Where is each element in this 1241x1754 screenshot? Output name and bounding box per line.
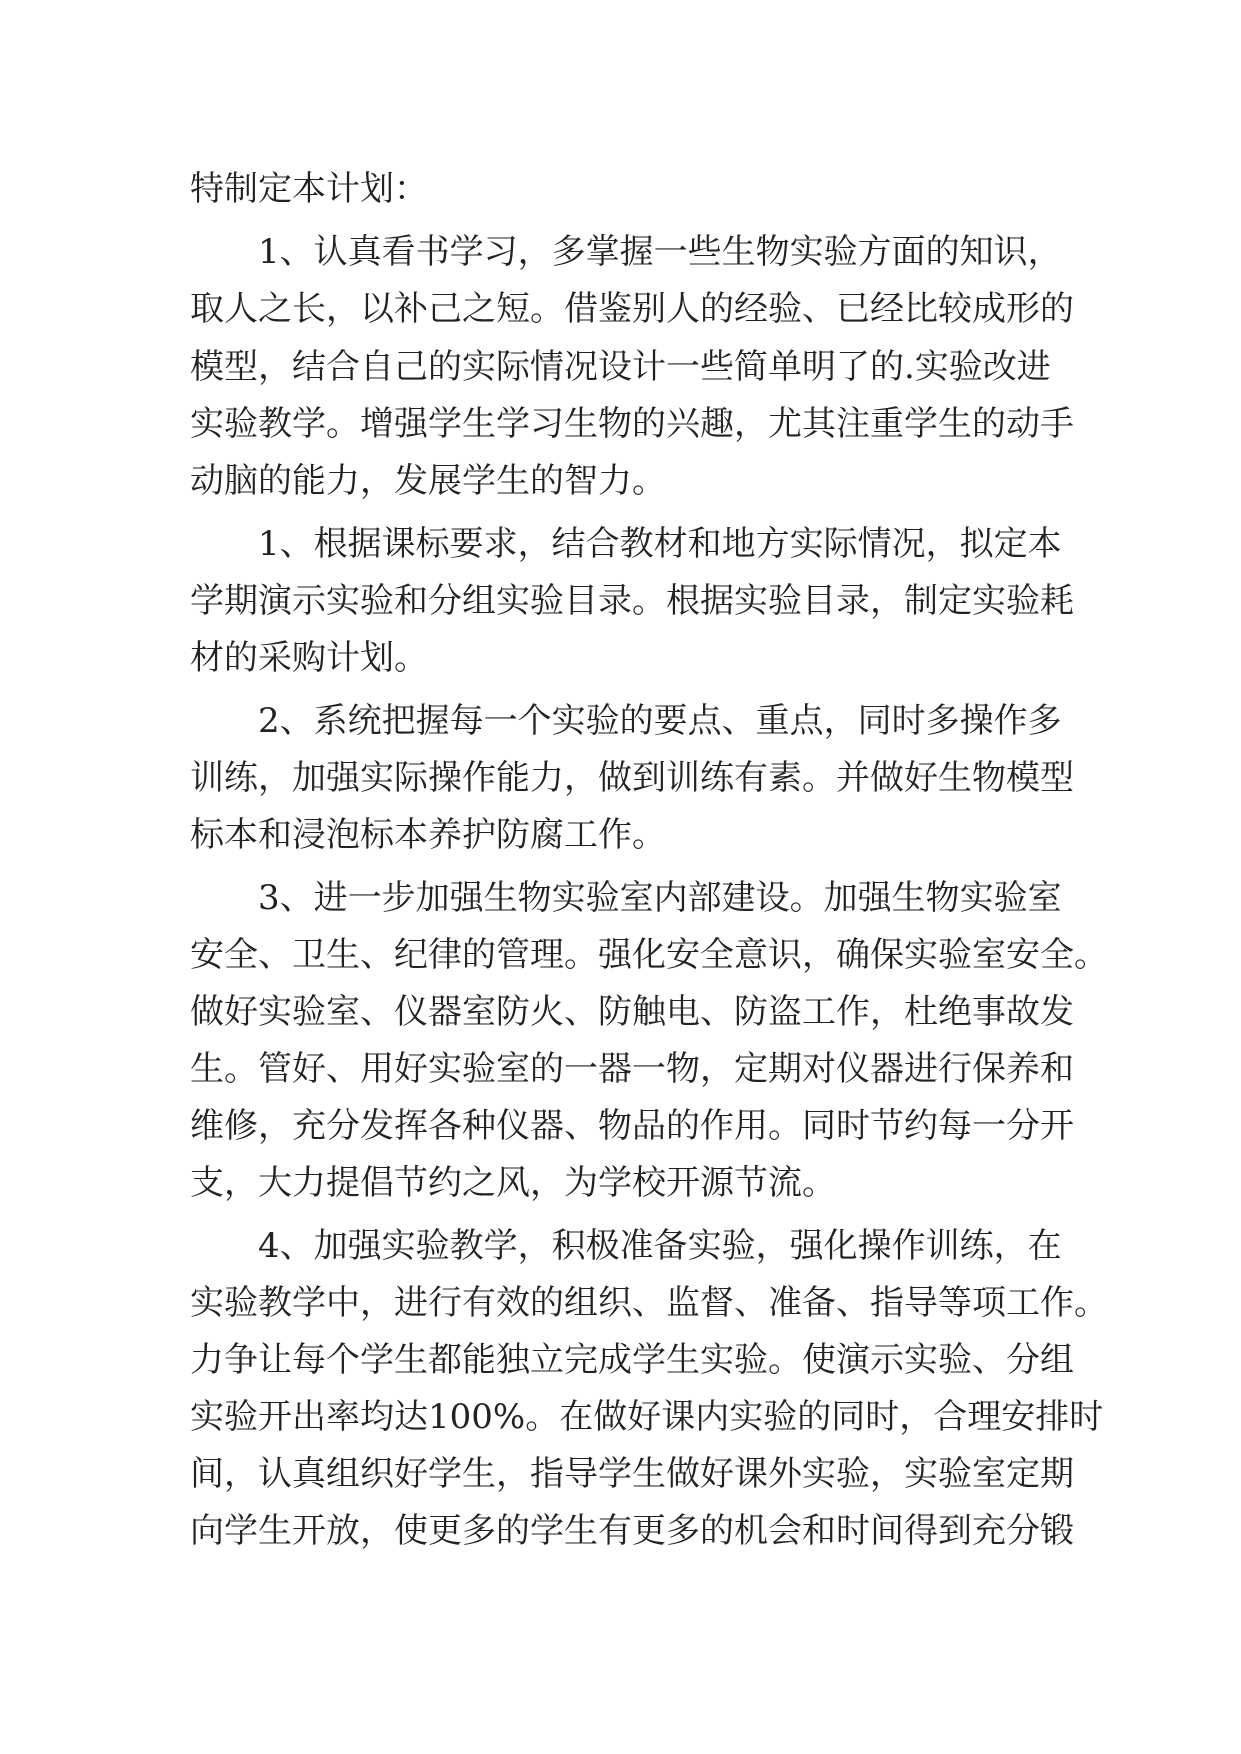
text-line: 实验开出率均达100%。在做好课内实验的同时，合理安排时 xyxy=(190,1397,1104,1437)
text-line: 3、进一步加强生物实验室内部建设。加强生物实验室 xyxy=(258,878,1062,918)
text-line: 训练，加强实际操作能力，做到训练有素。并做好生物模型 xyxy=(190,758,1074,798)
text-line: 安全、卫生、纪律的管理。强化安全意识，确保实验室安全。 xyxy=(190,935,1108,975)
text-line: 1、根据课标要求，结合教材和地方实际情况，拟定本 xyxy=(258,524,1062,564)
text-line: 学期演示实验和分组实验目录。根据实验目录，制定实验耗 xyxy=(190,581,1074,621)
text-line: 材的采购计划。 xyxy=(190,638,428,678)
text-line: 取人之长，以补己之短。借鉴别人的经验、已经比较成形的 xyxy=(190,289,1074,329)
text-line: 实验教学中，进行有效的组织、监督、准备、指导等项工作。 xyxy=(190,1283,1108,1323)
text-line: 4、加强实验教学，积极准备实验，强化操作训练，在 xyxy=(258,1226,1062,1266)
text-line: 模型，结合自己的实际情况设计一些简单明了的.实验改进 xyxy=(190,347,1051,387)
text-line: 生。管好、用好实验室的一器一物，定期对仪器进行保养和 xyxy=(190,1049,1074,1089)
text-line: 维修，充分发挥各种仪器、物品的作用。同时节约每一分开 xyxy=(190,1106,1074,1146)
text-line: 间，认真组织好学生，指导学生做好课外实验，实验室定期 xyxy=(190,1454,1074,1494)
text-line: 做好实验室、仪器室防火、防触电、防盗工作，杜绝事故发 xyxy=(190,992,1074,1032)
text-line: 向学生开放，使更多的学生有更多的机会和时间得到充分锻 xyxy=(190,1511,1074,1551)
text-line: 1、认真看书学习，多掌握一些生物实验方面的知识， xyxy=(258,232,1062,272)
text-line: 2、系统把握每一个实验的要点、重点，同时多操作多 xyxy=(258,701,1062,741)
text-line: 标本和浸泡标本养护防腐工作。 xyxy=(190,815,666,855)
text-line: 动脑的能力，发展学生的智力。 xyxy=(190,461,666,501)
text-line: 实验教学。增强学生学习生物的兴趣，尤其注重学生的动手 xyxy=(190,404,1074,444)
text-line: 支，大力提倡节约之风，为学校开源节流。 xyxy=(190,1163,836,1203)
text-line: 力争让每个学生都能独立完成学生实验。使演示实验、分组 xyxy=(190,1340,1074,1380)
text-line: 特制定本计划： xyxy=(190,169,428,209)
